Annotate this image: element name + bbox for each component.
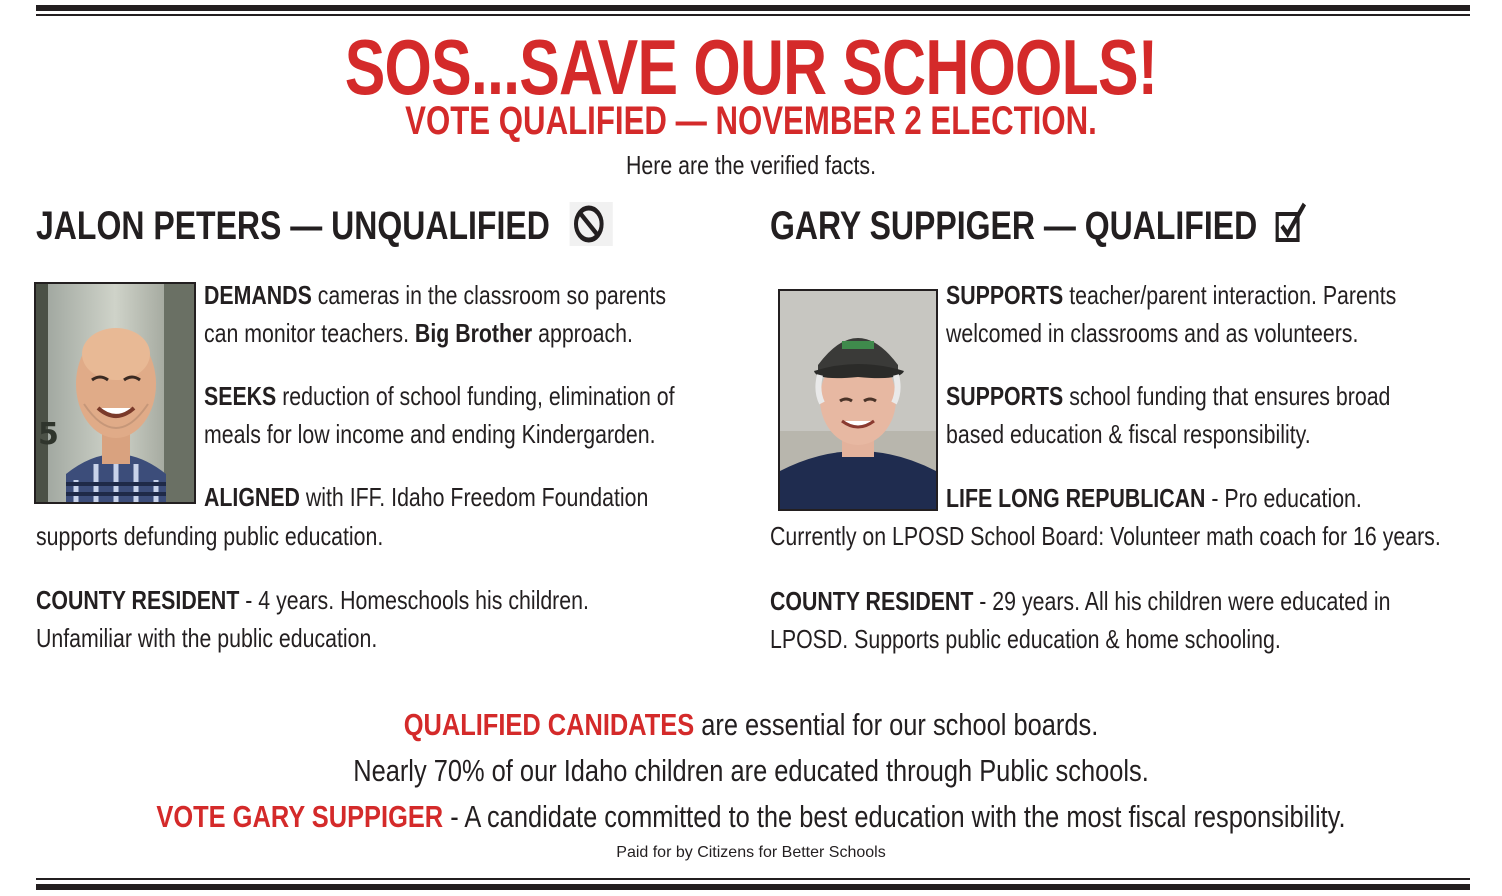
left-demands-line2c: approach. <box>532 318 633 348</box>
right-supports1-para <box>946 276 1396 352</box>
top-rule-thin <box>36 14 1470 16</box>
intro-text: Here are the verified facts. <box>625 150 877 180</box>
left-resident-line2: Unfamiliar with the public education. <box>36 623 378 653</box>
right-resident-para <box>770 582 1391 658</box>
right-supports1-lead: SUPPORTS <box>946 280 1064 310</box>
left-candidate-heading <box>36 200 613 252</box>
prohibited-icon <box>570 202 613 246</box>
right-supports1-line1: teacher/parent interaction. Parents <box>1063 280 1397 310</box>
left-aligned-line1 <box>204 478 648 516</box>
subhead: VOTE QUALIFIED — NOVEMBER 2 ELECTION. <box>405 99 1097 143</box>
right-supports1-line2: welcomed in classrooms and as volunteers. <box>946 318 1359 348</box>
bottom-rule-thin <box>36 878 1470 880</box>
right-heading-text: GARY SUPPIGER — QUALIFIED <box>770 204 1258 248</box>
closing-line-1 <box>135 702 1367 748</box>
right-republican-line1 <box>946 479 1362 517</box>
right-candidate-heading <box>770 200 1309 252</box>
right-resident-line2: LPOSD. Supports public education & home schooling. <box>770 624 1281 654</box>
top-rule-thick <box>36 5 1470 11</box>
svg-text:5: 5 <box>38 417 59 452</box>
right-supports2-para <box>946 377 1390 453</box>
closing-line-1-red: QUALIFIED CANIDATES <box>403 707 695 742</box>
closing-message <box>0 702 1502 840</box>
bottom-rule-thick <box>36 884 1470 890</box>
paid-for-disclaimer: Paid for by Citizens for Better Schools <box>616 844 886 861</box>
left-seeks-lead: SEEKS <box>204 381 277 411</box>
left-heading-text: JALON PETERS — UNQUALIFIED <box>36 204 550 248</box>
right-republican-line2: Currently on LPOSD School Board: Volunteer math coach for 16 years. <box>770 521 1441 551</box>
jalon-peters-photo <box>34 282 196 504</box>
gary-suppiger-photo <box>778 289 938 511</box>
left-demands-lead: DEMANDS <box>204 280 312 310</box>
left-demands-line2a: can monitor teachers. <box>204 318 415 348</box>
headline: SOS...SAVE OUR SCHOOLS! <box>344 23 1158 111</box>
left-seeks-para <box>204 377 675 453</box>
right-resident-line1: - 29 years. All his children were educated in <box>973 586 1391 616</box>
left-demands-bigbrother: Big Brother <box>414 318 533 348</box>
left-demands-line1: cameras in the classroom so parents <box>311 280 667 310</box>
closing-line-3 <box>135 794 1367 840</box>
left-resident-lead: COUNTY RESIDENT <box>36 585 240 615</box>
closing-line-3-text: - A candidate committed to the best education with the most fiscal responsibility. <box>443 799 1346 834</box>
left-resident-para <box>36 581 589 657</box>
left-resident-line1: - 4 years. Homeschools his children. <box>239 585 589 615</box>
closing-line-3-red: VOTE GARY SUPPIGER <box>156 799 444 834</box>
left-seeks-line1: reduction of school funding, elimination of <box>276 381 675 411</box>
left-seeks-line2: meals for low income and ending Kindergarden. <box>204 419 656 449</box>
left-aligned-lead: ALIGNED <box>204 482 300 512</box>
right-supports2-line2: based education & fiscal responsibility. <box>946 419 1311 449</box>
left-demands-para <box>204 276 666 352</box>
left-aligned-line2: supports defunding public education. <box>36 521 384 551</box>
closing-line-1-text: are essential for our school boards. <box>694 707 1099 742</box>
left-aligned-text1: with IFF. Idaho Freedom Foundation <box>299 482 649 512</box>
checkbox-checked-icon <box>1274 200 1309 244</box>
right-resident-lead: COUNTY RESIDENT <box>770 586 974 616</box>
right-republican-lead: LIFE LONG REPUBLICAN <box>946 483 1206 513</box>
right-republican-text1: - Pro education. <box>1205 483 1362 513</box>
closing-line-2: Nearly 70% of our Idaho children are educated through Public schools. <box>353 753 1149 788</box>
right-supports2-line1: school funding that ensures broad <box>1063 381 1391 411</box>
right-supports2-lead: SUPPORTS <box>946 381 1064 411</box>
